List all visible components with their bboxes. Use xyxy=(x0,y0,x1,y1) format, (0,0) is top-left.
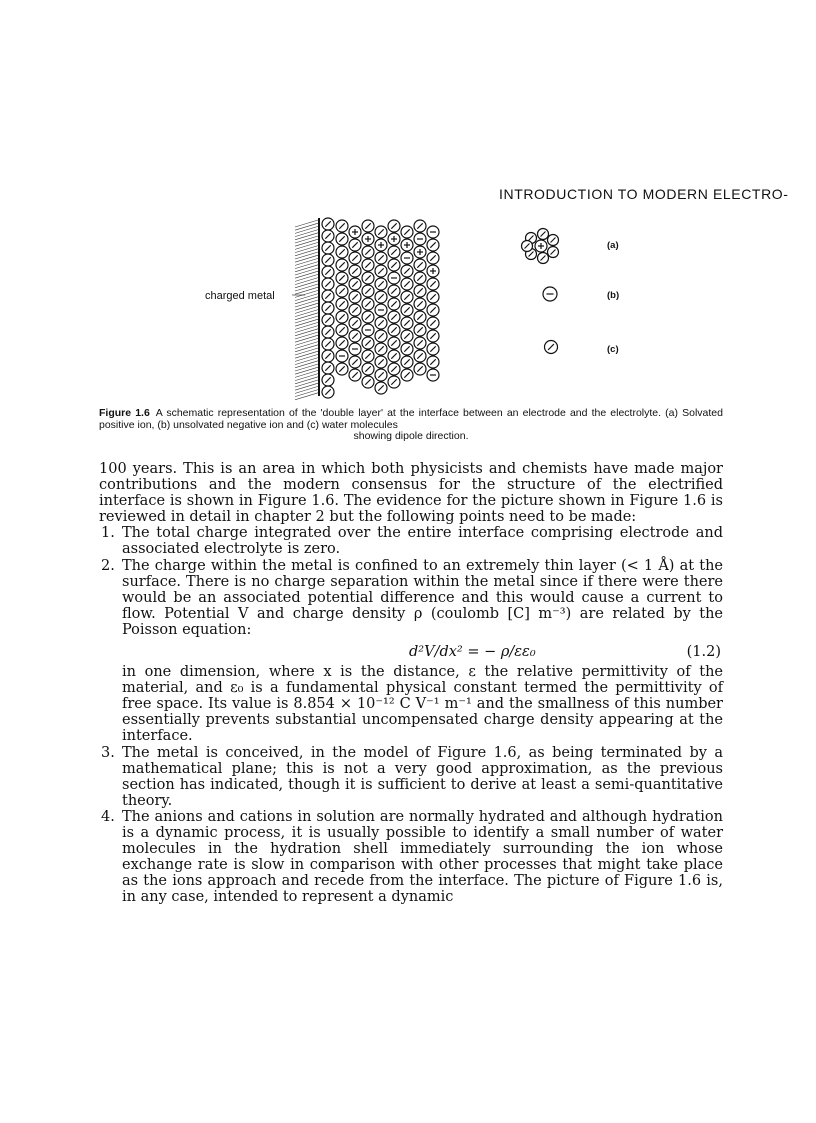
metal-hatch xyxy=(295,278,318,285)
metal-hatch xyxy=(295,370,318,377)
list-number: 2. xyxy=(101,557,115,574)
list-item-text: The metal is conceived, in the model of Figure 1.6, as being terminated by a mathematical plane; this is not a very good approximation, as the previous section has indicated, though it is sufficient to derive at least a semi-quantitative theory. xyxy=(122,744,723,809)
caption-label: Figure 1.6 xyxy=(99,407,150,419)
metal-hatch xyxy=(295,303,318,310)
list-number: 4. xyxy=(101,808,115,825)
metal-hatch xyxy=(295,351,318,358)
metal-hatch xyxy=(295,284,318,291)
metal-hatch xyxy=(295,364,318,371)
intro-paragraph: 100 years. This is an area in which both physicists and chemists have made major contributions and the modern consensus for the structure of the electrified interface is shown in Figure 1.6. The evidence for the picture shown in Figure 1.6 is reviewed in detail in chapter 2 but the following points need to be made: xyxy=(99,461,723,526)
metal-hatch xyxy=(295,290,318,297)
list-item xyxy=(99,525,723,557)
metal-hatch xyxy=(295,383,318,390)
metal-hatch xyxy=(295,300,318,307)
metal-hatch xyxy=(295,306,318,313)
metal-hatch xyxy=(295,380,318,387)
list-item-text: The charge within the metal is confined to an extremely thin layer (< 1 Å) at the surface. There is no charge separation within the metal since if there were there would be an associated potential difference and this would cause a current to flow. Potential V and charge density ρ (coulomb [C] m⁻³) are related by the Poisson equation: xyxy=(122,557,723,638)
metal-hatch xyxy=(295,319,318,326)
metal-hatch xyxy=(295,268,318,275)
list-item-text: The anions and cations in solution are normally hydrated and although hydration is a dynamic process, it is usually possible to identify a small number of water molecules in the hydration shell immediately surrounding the ion whose exchange rate is slow in comparison with other processes that might take place as the ions approach and recede from the interface. The picture of Figure 1.6 is, in any case, intended to represent a dynamic xyxy=(122,808,723,906)
list-number: 3. xyxy=(101,744,115,761)
double-layer-figure xyxy=(195,214,635,400)
metal-hatch xyxy=(295,258,318,265)
metal-hatch xyxy=(295,223,318,230)
metal-hatch xyxy=(295,262,318,269)
metal-hatch xyxy=(295,345,318,352)
metal-hatch xyxy=(295,338,318,345)
metal-hatch xyxy=(295,374,318,381)
metal-hatch xyxy=(295,322,318,329)
metal-hatch xyxy=(295,358,318,365)
metal-hatch xyxy=(295,220,318,227)
metal-hatch xyxy=(295,390,318,397)
metal-hatch xyxy=(295,230,318,237)
metal-hatch xyxy=(295,367,318,374)
metal-hatch xyxy=(295,281,318,288)
caption-text: A schematic representation of the 'double layer' at the interface between an electrode and the electrolyte. (a) Solvated positive ion, (b) unsolvated negative ion and (c) water molecules xyxy=(99,407,723,431)
list-item-text: The total charge integrated over the entire interface comprising electrode and associated electrolyte is zero. xyxy=(122,525,723,558)
metal-hatch xyxy=(295,246,318,253)
metal-label: charged metal xyxy=(205,290,275,302)
metal-hatch xyxy=(295,332,318,339)
metal-hatch xyxy=(295,249,318,256)
metal-hatch xyxy=(295,316,318,323)
metal-hatch xyxy=(295,265,318,272)
metal-hatch xyxy=(295,233,318,240)
metal-hatch xyxy=(295,252,318,259)
legend-label-a: (a) xyxy=(607,240,619,251)
points-list xyxy=(99,525,723,905)
metal-hatch xyxy=(295,354,318,361)
running-head: INTRODUCTION TO MODERN ELECTRO- xyxy=(499,186,789,202)
equation-body: d²V/dx² = − ρ/εε₀ xyxy=(409,644,536,661)
equation-number: (1.2) xyxy=(686,644,721,661)
item-2-continuation: in one dimension, where x is the distance, ε the relative permittivity of the material, and ε₀ is a fundamental physical constant termed the permittivity of free space. Its value is 8.854 × 10⁻¹² C V⁻¹ m⁻¹ and the smallness of this number essentially prevents substantial uncompensated charge density appearing at the interface. xyxy=(122,664,723,745)
metal-hatch xyxy=(295,326,318,333)
caption-tail: showing dipole direction. xyxy=(353,430,469,442)
metal-hatch xyxy=(295,297,318,304)
metal-hatch xyxy=(295,287,318,294)
body-text xyxy=(99,461,723,905)
metal-hatch xyxy=(295,361,318,368)
metal-hatch xyxy=(295,348,318,355)
metal-hatch xyxy=(295,386,318,393)
metal-hatch xyxy=(295,335,318,342)
metal-hatch xyxy=(295,342,318,349)
metal-hatch xyxy=(295,393,318,400)
poisson-equation xyxy=(122,642,723,664)
metal-hatch xyxy=(295,329,318,336)
double-layer-diagram xyxy=(195,214,635,400)
metal-hatch xyxy=(295,271,318,278)
metal-hatch xyxy=(295,239,318,246)
list-number: 1. xyxy=(101,525,115,542)
list-item xyxy=(99,558,723,745)
figure-caption xyxy=(99,408,723,443)
metal-hatch xyxy=(295,377,318,384)
metal-hatch xyxy=(295,313,318,320)
metal-hatch xyxy=(295,226,318,233)
list-item xyxy=(99,809,723,906)
metal-hatch xyxy=(295,255,318,262)
legend-label-c: (c) xyxy=(607,344,619,355)
metal-hatch xyxy=(295,310,318,317)
metal-hatch xyxy=(295,236,318,243)
metal-hatch xyxy=(295,274,318,281)
metal-hatch xyxy=(295,242,318,249)
legend-label-b: (b) xyxy=(607,290,620,301)
metal-hatch xyxy=(295,294,318,301)
list-item xyxy=(99,745,723,809)
